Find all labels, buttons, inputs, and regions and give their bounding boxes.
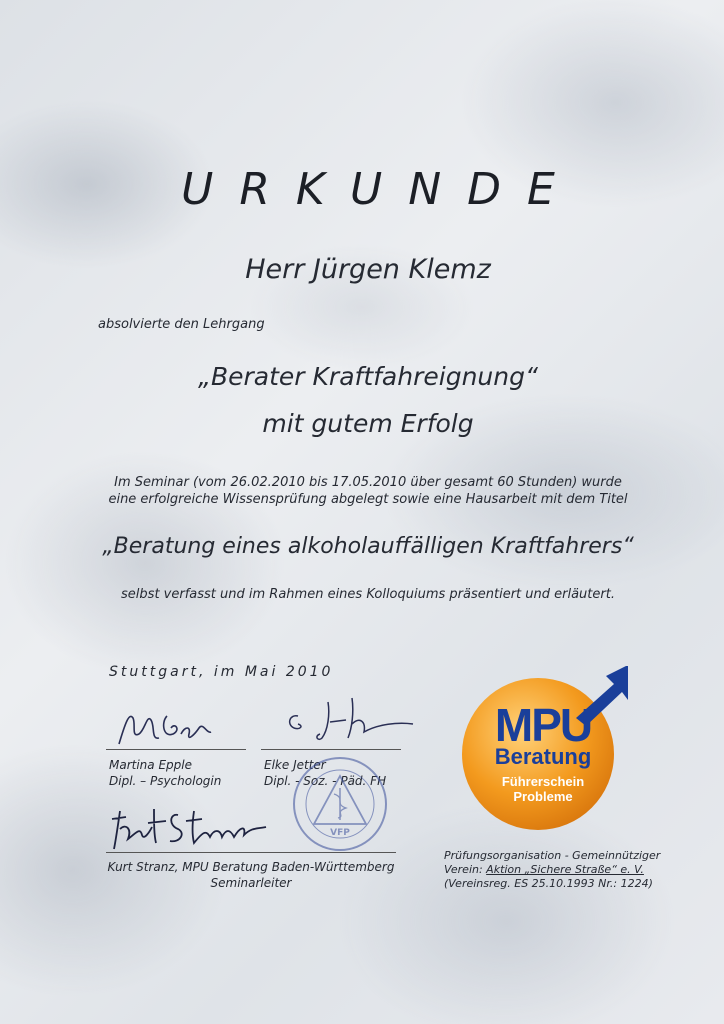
place-date: Stuttgart, im Mai 2010 (109, 664, 334, 680)
mpu-logo (458, 666, 628, 836)
intro-text: absolvierte den Lehrgang (98, 317, 265, 332)
logo-tagline (458, 774, 628, 804)
presented-text: selbst verfasst und im Rahmen eines Kolloquiums präsentiert und erläutert. (121, 587, 615, 602)
logo-brand: MPU (494, 699, 592, 751)
certificate-title: URKUNDE (181, 164, 581, 215)
org-association-name: Aktion „Sichere Straße“ e. V. (486, 863, 644, 876)
epple-caption (109, 757, 221, 789)
jetter-signature (268, 694, 418, 749)
stranz-signature-line (106, 852, 396, 853)
seminar-line-1: Im Seminar (vom 26.02.2010 bis 17.05.2010 über gesamt 60 Stunden) wurde (114, 475, 622, 490)
epple-title: Dipl. – Psychologin (109, 774, 222, 788)
stranz-caption (106, 859, 396, 891)
org-line-2-prefix: Verein: (444, 863, 487, 876)
organisation-info (444, 849, 660, 891)
org-line-3: (Vereinsreg. ES 25.10.1993 Nr.: 1224) (444, 877, 653, 890)
seminar-text (66, 474, 670, 508)
jetter-signature-line (261, 749, 401, 750)
association-stamp (290, 754, 390, 854)
epple-signature (111, 704, 231, 752)
logo-subtitle: Beratung (494, 744, 592, 769)
thesis-title: „Beratung eines alkoholauffälligen Kraftfahrers“ (102, 534, 634, 559)
stranz-name: Kurt Stranz, MPU Beratung Baden-Württemberg (107, 860, 395, 874)
stranz-signature (106, 799, 276, 854)
epple-signature-line (106, 749, 246, 750)
stranz-role: Seminarleiter (210, 876, 292, 890)
org-line-1: Prüfungsorganisation - Gemeinnütziger (444, 849, 661, 862)
result-text: mit gutem Erfolg (262, 409, 474, 438)
recipient-name: Herr Jürgen Klemz (245, 254, 491, 285)
epple-name: Martina Epple (109, 758, 192, 772)
org-line-2 (444, 863, 660, 877)
jetter-name: Elke Jetter (264, 758, 326, 772)
course-title: „Berater Kraftfahreignung“ (198, 362, 538, 391)
stamp-seal-text: VFP (330, 828, 350, 838)
certificate-sheet (6, 4, 718, 1020)
jetter-title: Dipl. - Soz. - Päd. FH (264, 774, 387, 788)
logo-tag-line-2: Probleme (513, 789, 573, 804)
seminar-line-2: eine erfolgreiche Wissensprüfung abgelegt sowie eine Hausarbeit mit dem Titel (108, 492, 628, 507)
logo-tag-line-1: Führerschein (501, 774, 585, 789)
